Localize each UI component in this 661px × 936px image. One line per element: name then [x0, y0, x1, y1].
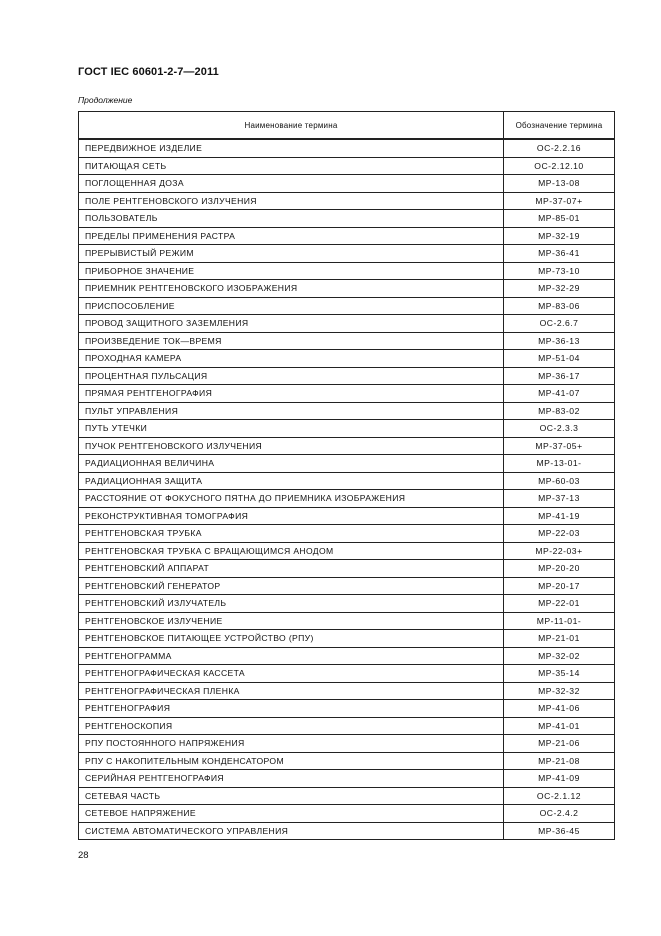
term-name-cell: РПУ С НАКОПИТЕЛЬНЫМ КОНДЕНСАТОРОМ	[79, 752, 504, 770]
term-name-cell: РАДИАЦИОННАЯ ЗАЩИТА	[79, 472, 504, 490]
term-name-cell: РПУ ПОСТОЯННОГО НАПРЯЖЕНИЯ	[79, 735, 504, 753]
term-name-cell: ПРИЕМНИК РЕНТГЕНОВСКОГО ИЗОБРАЖЕНИЯ	[79, 280, 504, 298]
term-code-cell: МР-37-07+	[504, 192, 615, 210]
term-code-cell: МР-11-01-	[504, 612, 615, 630]
term-code-cell: МР-32-19	[504, 227, 615, 245]
term-name-cell: ПРЯМАЯ РЕНТГЕНОГРАФИЯ	[79, 385, 504, 403]
term-code-cell: МР-60-03	[504, 472, 615, 490]
term-code-cell: МР-36-45	[504, 822, 615, 840]
term-code-cell: МР-36-17	[504, 367, 615, 385]
term-name-cell: ПУЛЬТ УПРАВЛЕНИЯ	[79, 402, 504, 420]
term-name-cell: ПРЕДЕЛЫ ПРИМЕНЕНИЯ РАСТРА	[79, 227, 504, 245]
table-row	[79, 402, 615, 420]
document-header: ГОСТ IEC 60601-2-7—2011	[78, 66, 219, 78]
table-row	[79, 577, 615, 595]
term-code-cell: МР-83-06	[504, 297, 615, 315]
term-name-cell: РЕНТГЕНОВСКОЕ ПИТАЮЩЕЕ УСТРОЙСТВО (РПУ)	[79, 630, 504, 648]
term-name-cell: РЕНТГЕНОГРАФИЧЕСКАЯ КАССЕТА	[79, 665, 504, 683]
table-row	[79, 315, 615, 333]
term-code-cell: ОС-2.4.2	[504, 805, 615, 823]
term-code-cell: МР-20-20	[504, 560, 615, 578]
term-name-cell: РЕНТГЕНОГРАФИЯ	[79, 700, 504, 718]
term-code-cell: МР-41-19	[504, 507, 615, 525]
table-row	[79, 490, 615, 508]
table-row	[79, 297, 615, 315]
term-code-cell: МР-36-41	[504, 245, 615, 263]
term-code-cell: МР-85-01	[504, 210, 615, 228]
term-code-cell: МР-22-01	[504, 595, 615, 613]
table-row	[79, 647, 615, 665]
table-header-row	[79, 112, 615, 140]
table-row	[79, 437, 615, 455]
term-code-cell: МР-73-10	[504, 262, 615, 280]
table-row	[79, 175, 615, 193]
table-row	[79, 700, 615, 718]
term-name-cell: ПЕРЕДВИЖНОЕ ИЗДЕЛИЕ	[79, 139, 504, 157]
table-row	[79, 262, 615, 280]
table-row	[79, 560, 615, 578]
term-name-cell: ПРОИЗВЕДЕНИЕ ТОК—ВРЕМЯ	[79, 332, 504, 350]
term-code-cell: ОС-2.1.12	[504, 787, 615, 805]
term-name-cell: ПУЧОК РЕНТГЕНОВСКОГО ИЗЛУЧЕНИЯ	[79, 437, 504, 455]
term-code-cell: МР-41-01	[504, 717, 615, 735]
table-row	[79, 280, 615, 298]
table-row	[79, 245, 615, 263]
term-name-cell: ПРИБОРНОЕ ЗНАЧЕНИЕ	[79, 262, 504, 280]
term-code-cell: МР-32-32	[504, 682, 615, 700]
table-row	[79, 157, 615, 175]
term-name-cell: РЕНТГЕНОВСКОЕ ИЗЛУЧЕНИЕ	[79, 612, 504, 630]
table-row	[79, 525, 615, 543]
term-code-cell: МР-13-08	[504, 175, 615, 193]
term-code-cell: МР-83-02	[504, 402, 615, 420]
term-name-cell: ПОЛЕ РЕНТГЕНОВСКОГО ИЗЛУЧЕНИЯ	[79, 192, 504, 210]
table-row	[79, 717, 615, 735]
term-code-cell: ОС-2.2.16	[504, 139, 615, 157]
table-row	[79, 595, 615, 613]
term-code-cell: ОС-2.3.3	[504, 420, 615, 438]
term-code-cell: МР-41-06	[504, 700, 615, 718]
term-name-cell: РАДИАЦИОННАЯ ВЕЛИЧИНА	[79, 455, 504, 473]
term-code-cell: МР-22-03+	[504, 542, 615, 560]
table-row	[79, 367, 615, 385]
table-row	[79, 507, 615, 525]
term-name-cell: ПРИСПОСОБЛЕНИЕ	[79, 297, 504, 315]
term-code-cell: МР-51-04	[504, 350, 615, 368]
column-header-term-name: Наименование термина	[79, 112, 504, 140]
column-header-term-code: Обозначение термина	[504, 112, 615, 140]
table-row	[79, 735, 615, 753]
table-row	[79, 630, 615, 648]
term-code-cell: МР-13-01-	[504, 455, 615, 473]
table-row	[79, 455, 615, 473]
table-row	[79, 787, 615, 805]
table-row	[79, 822, 615, 840]
term-code-cell: МР-37-05+	[504, 437, 615, 455]
term-code-cell: МР-21-08	[504, 752, 615, 770]
term-name-cell: ПУТЬ УТЕЧКИ	[79, 420, 504, 438]
term-name-cell: РЕНТГЕНОВСКИЙ АППАРАТ	[79, 560, 504, 578]
terms-table	[78, 111, 615, 840]
terms-table-body	[79, 139, 615, 840]
term-name-cell: ПОЛЬЗОВАТЕЛЬ	[79, 210, 504, 228]
term-code-cell: ОС-2.6.7	[504, 315, 615, 333]
table-row	[79, 420, 615, 438]
table-row	[79, 805, 615, 823]
term-name-cell: РЕНТГЕНОВСКИЙ ГЕНЕРАТОР	[79, 577, 504, 595]
table-row	[79, 612, 615, 630]
table-row	[79, 385, 615, 403]
term-code-cell: МР-21-06	[504, 735, 615, 753]
continuation-label: Продолжение	[78, 95, 133, 105]
term-name-cell: РАССТОЯНИЕ ОТ ФОКУСНОГО ПЯТНА ДО ПРИЕМНИКА ИЗОБРАЖЕНИЯ	[79, 490, 504, 508]
term-name-cell: РЕНТГЕНОСКОПИЯ	[79, 717, 504, 735]
term-name-cell: РЕНТГЕНОГРАФИЧЕСКАЯ ПЛЕНКА	[79, 682, 504, 700]
table-row	[79, 665, 615, 683]
table-row	[79, 542, 615, 560]
term-code-cell: МР-32-29	[504, 280, 615, 298]
term-code-cell: МР-35-14	[504, 665, 615, 683]
table-row	[79, 682, 615, 700]
term-name-cell: ПРОВОД ЗАЩИТНОГО ЗАЗЕМЛЕНИЯ	[79, 315, 504, 333]
term-name-cell: СЕТЕВАЯ ЧАСТЬ	[79, 787, 504, 805]
term-name-cell: РЕНТГЕНОВСКАЯ ТРУБКА С ВРАЩАЮЩИМСЯ АНОДОМ	[79, 542, 504, 560]
term-code-cell: МР-41-07	[504, 385, 615, 403]
table-row	[79, 210, 615, 228]
term-name-cell: ПОГЛОЩЕННАЯ ДОЗА	[79, 175, 504, 193]
term-name-cell: СЕТЕВОЕ НАПРЯЖЕНИЕ	[79, 805, 504, 823]
term-code-cell: МР-41-09	[504, 770, 615, 788]
term-name-cell: ПРЕРЫВИСТЫЙ РЕЖИМ	[79, 245, 504, 263]
term-code-cell: МР-21-01	[504, 630, 615, 648]
term-code-cell: МР-37-13	[504, 490, 615, 508]
term-name-cell: СИСТЕМА АВТОМАТИЧЕСКОГО УПРАВЛЕНИЯ	[79, 822, 504, 840]
term-name-cell: РЕНТГЕНОГРАММА	[79, 647, 504, 665]
term-name-cell: СЕРИЙНАЯ РЕНТГЕНОГРАФИЯ	[79, 770, 504, 788]
term-code-cell: МР-22-03	[504, 525, 615, 543]
table-row	[79, 752, 615, 770]
table-row	[79, 350, 615, 368]
table-row	[79, 227, 615, 245]
term-code-cell: МР-32-02	[504, 647, 615, 665]
table-row	[79, 770, 615, 788]
table-row	[79, 472, 615, 490]
term-name-cell: ПРОХОДНАЯ КАМЕРА	[79, 350, 504, 368]
table-row	[79, 332, 615, 350]
term-code-cell: МР-20-17	[504, 577, 615, 595]
term-name-cell: ПИТАЮЩАЯ СЕТЬ	[79, 157, 504, 175]
term-code-cell: ОС-2.12.10	[504, 157, 615, 175]
term-name-cell: РЕНТГЕНОВСКИЙ ИЗЛУЧАТЕЛЬ	[79, 595, 504, 613]
term-name-cell: ПРОЦЕНТНАЯ ПУЛЬСАЦИЯ	[79, 367, 504, 385]
term-name-cell: РЕКОНСТРУКТИВНАЯ ТОМОГРАФИЯ	[79, 507, 504, 525]
page-number: 28	[78, 850, 89, 861]
term-code-cell: МР-36-13	[504, 332, 615, 350]
table-row	[79, 139, 615, 157]
term-name-cell: РЕНТГЕНОВСКАЯ ТРУБКА	[79, 525, 504, 543]
table-row	[79, 192, 615, 210]
